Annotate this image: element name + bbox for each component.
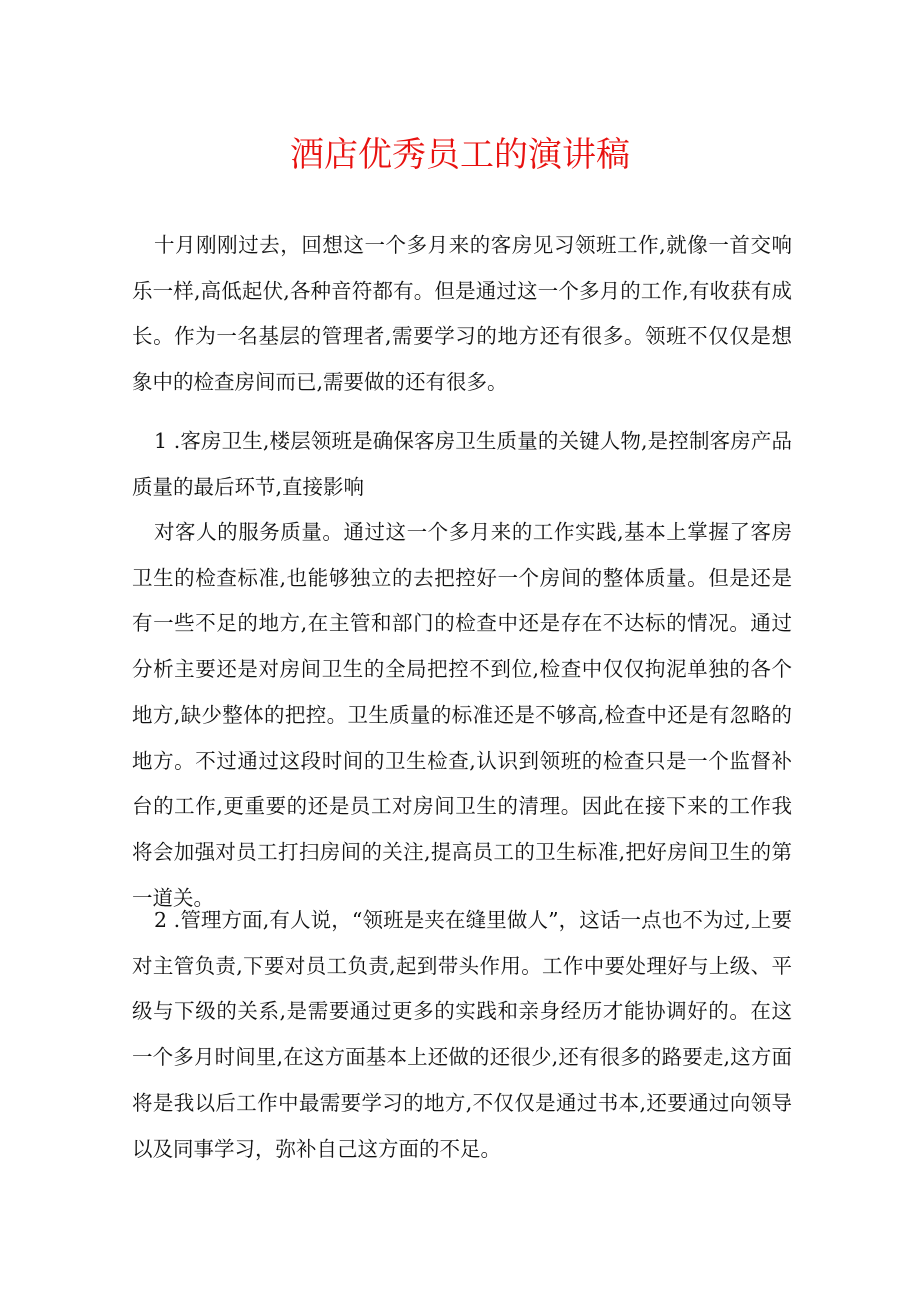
paragraph-management: 2 .管理方面,有人说，“领班是夹在缝里做人”，这话一点也不为过,上要对主管负责,下要对员工负责,起到带头作用。工作中要处理好与上级、平级与下级的关系,是需要通过更多的实践和亲身经历才能协调好的。在这一个多月时间里,在这方面基本上还做的还很少,还有很多的路要走,这方面将是我以后工作中最需要学习的地方,不仅仅是通过书本,还要通过向领导以及同事学习，弥补自己这方面的不足。	[132, 908, 792, 1161]
document-title: 酒店优秀员工的演讲稿	[290, 135, 630, 175]
paragraph-room-hygiene-heading: 1 .客房卫生,楼层领班是确保客房卫生质量的关键人物,是控制客房产品质量的最后环节,直接影响	[132, 429, 792, 499]
paragraph-room-hygiene-body: 对客人的服务质量。通过这一个多月来的工作实践,基本上掌握了客房卫生的检查标准,也能够独立的去把控好一个房间的整体质量。但是还是有一些不足的地方,在主管和部门的检查中还是存在不达标的情况。通过分析主要还是对房间卫生的全局把控不到位,检查中仅仅拘泥单独的各个地方,缺少整体的把控。卫生质量的标准还是不够高,检查中还是有忽略的地方。不过通过这段时间的卫生检查,认识到领班的检查只是一个监督补台的工作,更重要的还是员工对房间卫生的清理。因此在接下来的工作我将会加强对员工打扫房间的关注,提高员工的卫生标准,把好房间卫生的第一道关。	[132, 520, 792, 910]
paragraph-intro: 十月刚刚过去，回想这一个多月来的客房见习领班工作,就像一首交响乐一样,高低起伏,各种音符都有。但是通过这一个多月的工作,有收获有成长。作为一名基层的管理者,需要学习的地方还有很多。领班不仅仅是想象中的检查房间而已,需要做的还有很多。	[132, 233, 792, 395]
